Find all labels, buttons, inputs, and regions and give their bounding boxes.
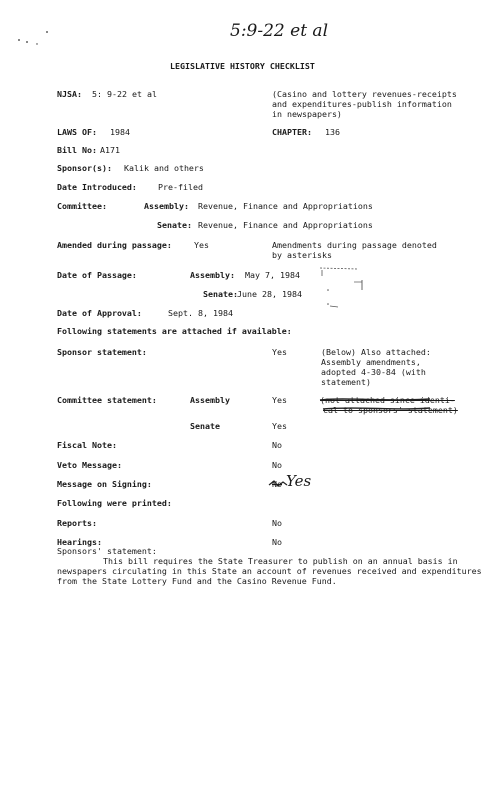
sponsors-statement-label: Sponsors' statement: [57, 546, 157, 556]
chapter-value: 136 [325, 127, 340, 137]
subject-line-1: (Casino and lottery revenues-receipts [272, 89, 457, 99]
sponsor-statement-note-3: adopted 4-30-84 (with [321, 367, 426, 377]
handwritten-citation: 5:9-22 et al [230, 21, 329, 41]
scan-specks [15, 30, 55, 50]
passage-assembly-label: Assembly: [190, 270, 235, 280]
committee-statement-assembly-value: Yes [272, 395, 287, 405]
veto-message-label: Veto Message: [57, 460, 122, 470]
hearings-value: No [272, 537, 282, 547]
bill-no-value: A171 [100, 145, 120, 155]
amended-label: Amended during passage: [57, 240, 172, 250]
scan-marks [318, 266, 368, 316]
approval-value: Sept. 8, 1984 [168, 308, 233, 318]
passage-senate-label: Senate: [203, 289, 238, 299]
page-title: LEGISLATIVE HISTORY CHECKLIST [170, 61, 315, 71]
printed-heading: Following were printed: [57, 498, 172, 508]
date-introduced-label: Date Introduced: [57, 182, 137, 192]
message-signing-handwritten-value: Yes [286, 472, 312, 490]
subject-line-3: in newspapers) [272, 109, 342, 119]
veto-message-value: No [272, 460, 282, 470]
amended-note-line-1: Amendments during passage denoted [272, 240, 437, 250]
committee-senate-value: Revenue, Finance and Appropriations [198, 220, 373, 230]
fiscal-note-value: No [272, 440, 282, 450]
message-signing-struck-value: No [272, 479, 282, 489]
njsa-value: 5: 9-22 et al [92, 89, 157, 99]
subject-line-2: and expenditures-publish information [272, 99, 452, 109]
committee-statement-struck-note-2: cal to sponsors' statement) [323, 405, 458, 415]
committee-assembly-label: Assembly: [144, 201, 189, 211]
amended-value: Yes [194, 240, 209, 250]
committee-statement-assembly-label: Assembly [190, 395, 230, 405]
committee-statement-label: Committee statement: [57, 395, 157, 405]
passage-label: Date of Passage: [57, 270, 137, 280]
sponsor-statement-label: Sponsor statement: [57, 347, 147, 357]
amended-note-line-2: by asterisks [272, 250, 332, 260]
statement-text-line-3: from the State Lottery Fund and the Casino Revenue Fund. [57, 576, 337, 586]
sponsors-label: Sponsor(s): [57, 163, 112, 173]
njsa-label: NJSA: [57, 89, 82, 99]
sponsor-statement-note-4: statement) [321, 377, 371, 387]
laws-of-value: 1984 [110, 127, 130, 137]
handwritten-strike-marks [318, 393, 438, 417]
date-introduced-value: Pre-filed [158, 182, 203, 192]
message-signing-label: Message on Signing: [57, 479, 152, 489]
bill-no-label: Bill No: [57, 145, 97, 155]
statement-text-line-1: This bill requires the State Treasurer to publish on an annual basis in [103, 556, 458, 566]
committee-assembly-value: Revenue, Finance and Appropriations [198, 201, 373, 211]
committee-label: Committee: [57, 201, 107, 211]
sponsor-statement-note-1: (Below) Also attached: [321, 347, 431, 357]
committee-statement-senate-label: Senate [190, 421, 220, 431]
attached-heading: Following statements are attached if available: [57, 326, 292, 336]
passage-assembly-value: May 7, 1984 [245, 270, 300, 280]
chapter-label: CHAPTER: [272, 127, 312, 137]
statement-text-line-2: newspapers circulating in this State an account of revenues received and expenditures [57, 566, 482, 576]
committee-statement-struck-note-1: (not attached since identi- [320, 395, 455, 405]
laws-of-label: LAWS OF: [57, 127, 97, 137]
fiscal-note-label: Fiscal Note: [57, 440, 117, 450]
committee-senate-label: Senate: [157, 220, 192, 230]
committee-statement-senate-value: Yes [272, 421, 287, 431]
passage-senate-value: June 28, 1984 [237, 289, 302, 299]
approval-label: Date of Approval: [57, 308, 142, 318]
handwritten-scribble-mark [268, 479, 288, 489]
sponsor-statement-value: Yes [272, 347, 287, 357]
sponsor-statement-note-2: Assembly amendments, [321, 357, 421, 367]
hearings-label: Hearings: [57, 537, 102, 547]
reports-label: Reports: [57, 518, 97, 528]
sponsors-value: Kalik and others [124, 163, 204, 173]
reports-value: No [272, 518, 282, 528]
